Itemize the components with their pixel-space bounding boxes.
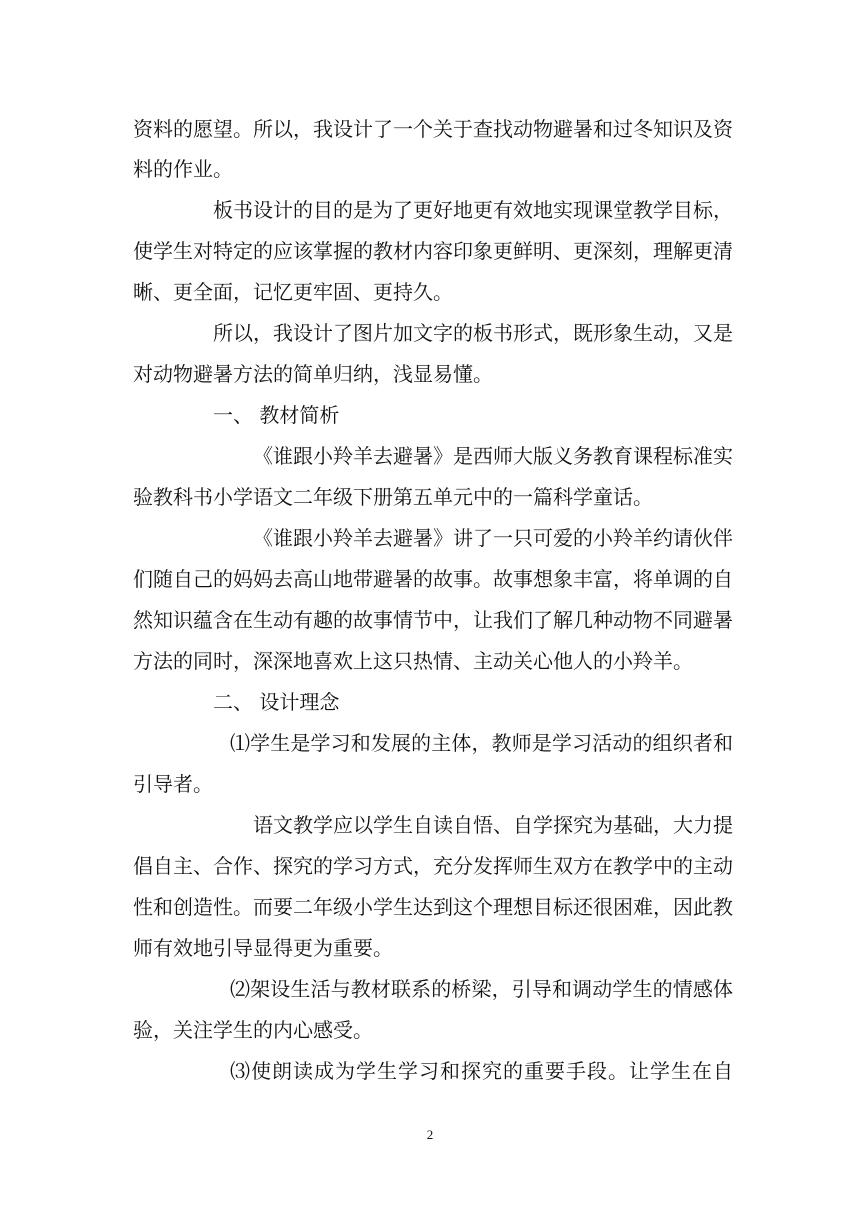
text-line: 板书设计的目的是为了更好地更有效地实现课堂教学目标， [213,198,733,222]
text-line: 晰、更全面，记忆更牢固、更持久。 [133,280,453,304]
text-line: 语文教学应以学生自读自悟、自学探究为基础，大力提 [253,813,733,837]
text-line: ⑴学生是学习和发展的主体，教师是学习活动的组织者和 [230,731,733,755]
text-line: ⑶使朗读成为学生学习和探究的重要手段。让学生在自 [230,1059,733,1083]
text-line: 师有效地引导显得更为重要。 [133,936,393,960]
text-line: 倡自主、合作、探究的学习方式，充分发挥师生双方在教学中的主动 [133,854,733,878]
text-line: 所以，我设计了图片加文字的板书形式，既形象生动，又是 [213,321,733,345]
section-heading: 一、 教材简析 [213,403,340,427]
text-line: 料的作业。 [133,157,233,181]
text-line: 对动物避暑方法的简单归纳，浅显易懂。 [133,362,493,386]
text-line: 资料的愿望。所以，我设计了一个关于查找动物避暑和过冬知识及资 [133,117,733,141]
page-number: 2 [426,1127,434,1142]
text-line: 们随自己的妈妈去高山地带避暑的故事。故事想象丰富，将单调的自 [133,567,733,591]
text-line: 性和创造性。而要二年级小学生达到这个理想目标还很困难，因此教 [133,895,733,919]
text-line: 《谁跟小羚羊去避暑》是西师大版义务教育课程标准实 [253,444,733,468]
text-line: 使学生对特定的应该掌握的教材内容印象更鲜明、更深刻，理解更清 [133,239,733,263]
text-line: 验，关注学生的内心感受。 [133,1018,373,1042]
text-line: 《谁跟小羚羊去避暑》讲了一只可爱的小羚羊约请伙伴 [253,526,733,550]
text-line: 验教科书小学语文二年级下册第五单元中的一篇科学童话。 [133,485,653,509]
text-line: 引导者。 [133,772,213,796]
section-heading: 二、 设计理念 [213,690,340,714]
text-line: 然知识蕴含在生动有趣的故事情节中，让我们了解几种动物不同避暑 [133,608,733,632]
text-line: 方法的同时，深深地喜欢上这只热情、主动关心他人的小羚羊。 [133,649,693,673]
text-line: ⑵架设生活与教材联系的桥梁，引导和调动学生的情感体 [230,977,733,1001]
